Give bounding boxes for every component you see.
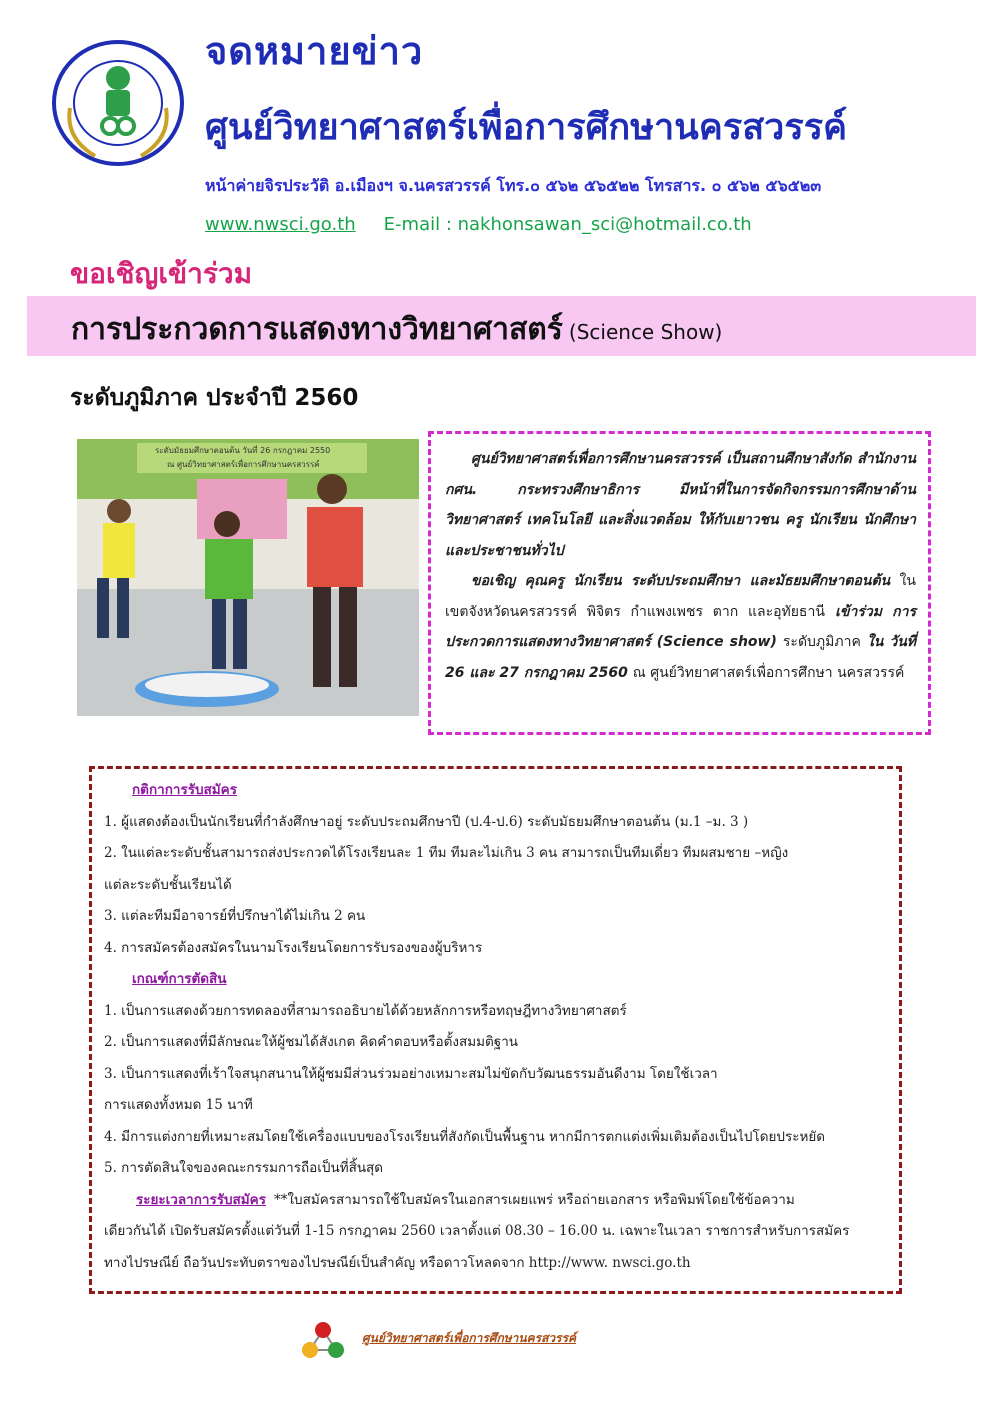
registration-rules-heading: กติกาการรับสมัคร bbox=[132, 782, 237, 798]
judging-criteria-heading: เกณฑ์การตัดสิน bbox=[132, 971, 227, 987]
intro-provinces: ในเขตจังหวัดนครสวรรค์ พิจิตร กำแพงเพชร ตาก และอุทัยธานี bbox=[445, 573, 916, 620]
website-link[interactable]: www.nwsci.go.th bbox=[205, 214, 356, 235]
rule-item: 2. ในแต่ละระดับชั้นสามารถส่งประกวดได้โรงเรียนละ 1 ทีม ทีมละไม่เกิน 3 คน สามารถเป็นทีมเดี่ยว ทีมผสมชาย –หญิง bbox=[104, 845, 789, 861]
rules-box bbox=[89, 766, 902, 1294]
criteria-item: 1. เป็นการแสดงด้วยการทดลองที่สามารถอธิบายได้ด้วยหลักการหรือทฤษฎีทางวิทยาศาสตร์ bbox=[104, 1002, 627, 1019]
science-molecule-logo bbox=[300, 1320, 346, 1362]
intro-join-text: เข้าร่วม การประกวดการแสดงทางวิทยาศาสตร์ (Science show) bbox=[445, 603, 917, 650]
event-title-english: (Science Show) bbox=[568, 320, 723, 344]
event-banner bbox=[27, 296, 976, 356]
email-text: E-mail : nakhonsawan_sci@hotmail.co.th bbox=[383, 214, 752, 235]
criteria-item: 3. เป็นการแสดงที่เร้าใจสนุกสนานให้ผู้ชมมีส่วนร่วมอย่างเหมาะสมไม่ขัดกับวัฒนธรรมอันดีงาม โดยใช้เวลา bbox=[104, 1065, 718, 1082]
registration-period-heading: ระยะเวลาการรับสมัคร bbox=[136, 1191, 266, 1208]
event-level: ระดับภูมิภาค ประจำปี 2560 bbox=[70, 385, 359, 411]
criteria-item: การแสดงทั้งหมด 15 นาที bbox=[104, 1097, 253, 1113]
criteria-item: 4. มีการแต่งกายที่เหมาะสมโดยใช้เครื่องแบบของโรงเรียนที่สังกัดเป็นพื้นฐาน หากมีการตกแต่งเพิ่มเติมต้องเป็นไปโดยประหยัด bbox=[104, 1128, 826, 1145]
invite-heading: ขอเชิญเข้าร่วม bbox=[70, 257, 253, 290]
intro-paragraph-2 bbox=[445, 566, 916, 688]
criteria-item: 5. การตัดสินใจของคณะกรรมการถือเป็นที่สิ้นสุด bbox=[104, 1160, 384, 1176]
rule-item: 3. แต่ละทีมมีอาจารย์ที่ปรึกษาได้ไม่เกิน 2 คน bbox=[104, 908, 366, 924]
event-title-thai: การประกวดการแสดงทางวิทยาศาสตร์ bbox=[71, 312, 563, 347]
rule-item: 1. ผู้แสดงต้องเป็นนักเรียนที่กำลังศึกษาอยู่ ระดับประถมศึกษาปี (ป.4-ป.6) ระดับมัธยมศึกษาตอนต้น (ม.1 –ม. 3 ) bbox=[104, 813, 749, 830]
registration-period-text: ทางไปรษณีย์ ถือวันประทับตราของไปรษณีย์เป็นสำคัญ หรือดาวโหลดจาก http://www. nwsci.go.th bbox=[104, 1254, 691, 1271]
registration-period-line bbox=[104, 1185, 889, 1217]
criteria-item: 2. เป็นการแสดงที่มีลักษณะให้ผู้ชมได้สังเกต คิดคำตอบหรือตั้งสมมติฐาน bbox=[104, 1034, 519, 1050]
photo-sign-text-2: ณ ศูนย์วิทยาศาสตร์เพื่อการศึกษานครสวรรค์ bbox=[167, 460, 320, 469]
intro-invite-text: ขอเชิญ คุณครู นักเรียน ระดับประถมศึกษา และมัธยมศึกษาตอนต้น bbox=[471, 573, 891, 589]
event-title bbox=[71, 306, 722, 353]
registration-period-text: เดียวกันได้ เปิดรับสมัครตั้งแต่วันที่ 1-15 กรกฎาคม 2560 เวลาตั้งแต่ 08.30 – 16.00 น. เฉพาะในเวลา ราชการสำหรับการสมัคร bbox=[104, 1223, 850, 1239]
event-photo bbox=[77, 439, 419, 716]
newsletter-title: จดหมายข่าว bbox=[205, 29, 424, 73]
intro-box bbox=[428, 431, 931, 735]
registration-period-text: **ใบสมัครสามารถใช้ใบสมัครในเอกสารเผยแพร่ หรือถ่ายเอกสาร หรือพิมพ์โดยใช้ข้อความ bbox=[273, 1191, 795, 1208]
organization-name: ศูนย์วิทยาศาสตร์เพื่อการศึกษานครสวรรค์ bbox=[205, 107, 848, 148]
rule-item: 4. การสมัครต้องสมัครในนามโรงเรียนโดยการรับรองของผู้บริหาร bbox=[104, 939, 483, 956]
contact-line bbox=[205, 214, 752, 235]
footer-organization: ศูนย์วิทยาศาสตร์เพื่อการศึกษานครสวรรค์ bbox=[362, 1331, 577, 1345]
intro-paragraph-1: ศูนย์วิทยาศาสตร์เพื่อการศึกษานครสวรรค์ เป็นสถานศึกษาสังกัด สำนักงาน กศน. กระทรวงศึกษาธิการ มีหน้าที่ในการจัดกิจกรรมการศึกษาด้านวิทยาศาสตร์ เทคโนโลยี และสิ่งแวดล้อม ให้กับเยาวชน ครู นักเรียน นักศึกษาและประชาชนทั่วไป bbox=[445, 451, 916, 559]
address-line: หน้าค่ายจิรประวัติ อ.เมืองฯ จ.นครสวรรค์ โทร.๐ ๕๖๒ ๕๖๕๒๒ โทรสาร. ๐ ๕๖๒ ๕๖๕๒๓ bbox=[205, 176, 822, 195]
intro-level: ระดับภูมิภาค bbox=[782, 634, 861, 650]
photo-sign-text: ระดับมัธยมศึกษาตอนต้น วันที่ 26 กรกฎาคม 2550 bbox=[155, 446, 331, 455]
intro-venue: ณ ศูนย์วิทยาศาสตร์เพื่อการศึกษา นครสวรรค์ bbox=[632, 664, 905, 681]
intro-date: ใน วันที่ 26 และ 27 กรกฎาคม 2560 bbox=[445, 634, 916, 681]
rule-item: แต่ละระดับชั้นเรียนได้ bbox=[104, 876, 232, 893]
ministry-seal-logo bbox=[50, 38, 186, 168]
